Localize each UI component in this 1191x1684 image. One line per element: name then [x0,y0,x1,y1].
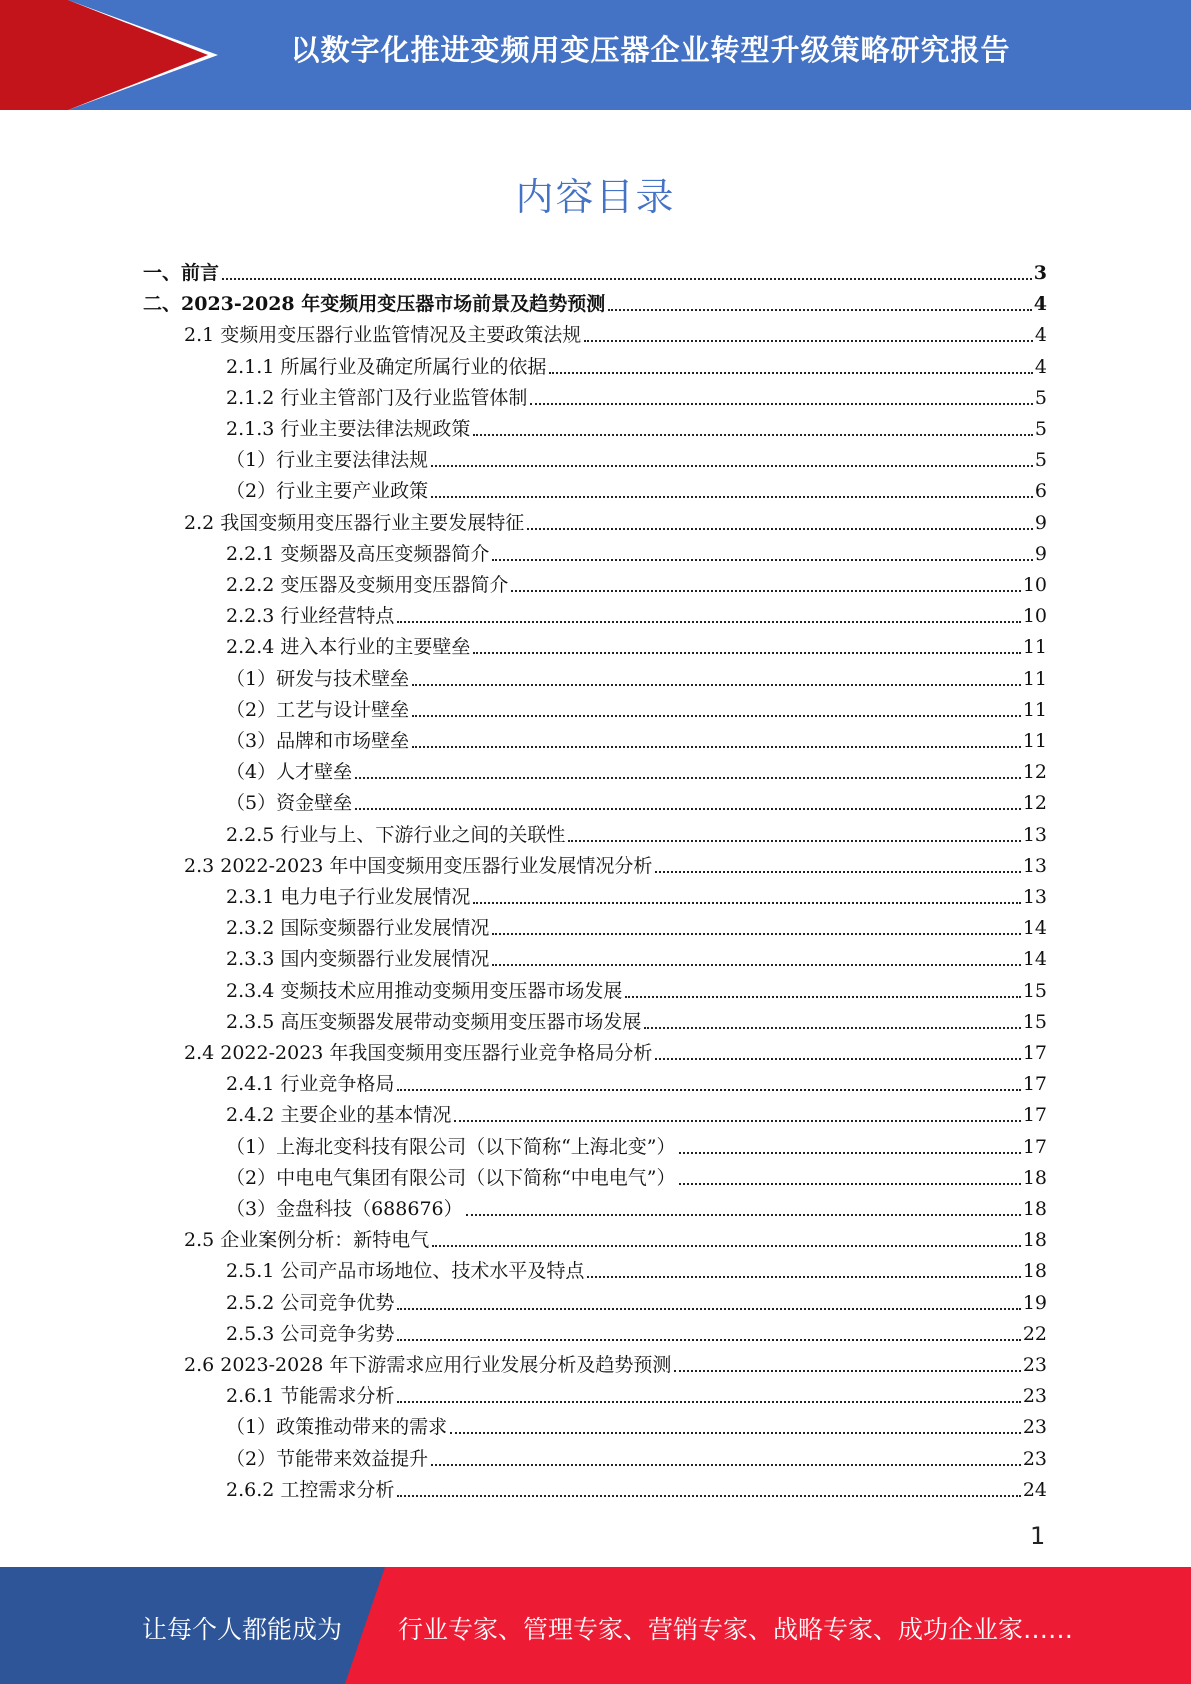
toc-dot-leader [644,1027,1020,1029]
toc-dot-leader [412,746,1021,748]
toc-entry-title: （1）政策推动带来的需求 [226,1416,448,1439]
toc-dot-leader [222,278,1032,280]
toc-entry-page: 12 [1022,761,1047,784]
toc-entry-title: 2.5.1 公司产品市场地位、技术水平及特点 [226,1260,585,1283]
toc-entry-title: 2.6.2 工控需求分析 [226,1478,395,1501]
toc-entry[interactable] [0,627,1191,658]
toc-entry[interactable] [0,534,1191,565]
toc-entry-page: 10 [1022,605,1047,628]
toc-entry-page: 11 [1022,698,1047,721]
toc-entry-title: 2.3.4 变频技术应用推动变频用变压器市场发展 [226,979,623,1002]
toc-entry[interactable] [0,752,1191,783]
toc-dot-leader [655,871,1020,873]
toc-entry-page: 13 [1022,886,1047,908]
toc-dot-leader [608,309,1032,311]
footer-slogan-left: 让每个人都能成为 [142,1615,343,1644]
toc-entry-title: （3）品牌和市场壁垒 [226,730,410,752]
toc-entry-title: 2.1.1 所属行业及确定所属行业的依据 [226,355,547,378]
toc-entry[interactable] [0,471,1191,502]
toc-entry[interactable] [0,1002,1191,1033]
toc-entry-page: 5 [1034,386,1047,409]
toc-dot-leader [587,1276,1020,1278]
toc-dot-leader [679,1183,1021,1185]
toc-entry[interactable] [0,565,1191,596]
toc-entry[interactable] [0,659,1191,690]
toc-dot-leader [431,465,1033,467]
toc-dot-leader [450,1432,1021,1434]
toc-entry-page: 18 [1022,1229,1047,1252]
toc-entry-page: 17 [1022,1042,1047,1064]
toc-entry-page: 23 [1022,1416,1047,1439]
toc-entry-page: 14 [1022,948,1047,971]
toc-dot-leader [397,1308,1020,1310]
page-footer-banner [0,1567,1191,1684]
toc-entry-title: 2.1 变频用变压器行业监管情况及主要政策法规 [184,324,582,347]
toc-entry-page: 23 [1022,1354,1047,1376]
toc-entry-page: 15 [1022,979,1047,1002]
toc-dot-leader [431,1464,1021,1466]
toc-entry[interactable] [0,1407,1191,1438]
toc-entry-title: 2.5.2 公司竞争优势 [226,1291,395,1314]
toc-entry[interactable] [0,815,1191,846]
toc-entry[interactable] [0,1158,1191,1189]
toc-dot-leader [655,1058,1020,1060]
toc-entry[interactable] [0,877,1191,908]
toc-entry-title: 2.4 2022-2023 年我国变频用变压器行业竞争格局分析 [184,1042,653,1064]
toc-entry-page: 18 [1022,1260,1047,1283]
toc-dot-leader [625,996,1020,998]
toc-entry-title: 2.5 企业案例分析：新特电气 [184,1229,430,1252]
toc-entry[interactable] [0,315,1191,346]
toc-entry-page: 12 [1022,792,1047,815]
toc-entry-page: 4 [1033,293,1047,316]
toc-entry-title: 2.3.2 国际变频器行业发展情况 [226,917,490,940]
toc-entry[interactable] [0,1439,1191,1470]
toc-entry[interactable] [0,503,1191,534]
toc-dot-leader [412,715,1021,717]
toc-entry-page: 9 [1034,511,1047,534]
toc-entry-page: 10 [1022,574,1047,596]
toc-entry-page: 11 [1022,730,1047,752]
toc-entry-title: （1）上海北变科技有限公司（以下简称“上海北变”） [226,1135,676,1158]
toc-entry-title: 2.2.2 变压器及变频用变压器简介 [226,574,509,596]
toc-dot-leader [473,902,1020,904]
toc-entry[interactable] [0,1189,1191,1220]
toc-entry-page: 4 [1034,355,1047,378]
toc-entry-title: 2.2.5 行业与上、下游行业之间的关联性 [226,823,566,846]
toc-entry-page: 3 [1033,262,1047,284]
toc-entry-page: 11 [1022,667,1047,690]
toc-dot-leader [584,340,1033,342]
toc-dot-leader [568,840,1020,842]
toc-entry-page: 18 [1022,1166,1047,1189]
toc-entry-title: 2.1.3 行业主要法律法规政策 [226,418,471,440]
toc-entry-title: 2.2.3 行业经营特点 [226,605,395,628]
toc-entry-page: 22 [1022,1322,1047,1345]
toc-entry-page: 6 [1034,480,1047,503]
toc-entry-page: 18 [1022,1198,1047,1220]
toc-entry-page: 13 [1022,823,1047,846]
toc-entry-title: （5）资金壁垒 [226,792,353,815]
toc-entry-title: 2.3 2022-2023 年中国变频用变压器行业发展情况分析 [184,854,653,877]
toc-dot-leader [511,590,1020,592]
toc-entry-page: 9 [1034,542,1047,565]
toc-entry-title: 2.6.1 节能需求分析 [226,1385,395,1408]
toc-entry[interactable] [0,690,1191,721]
toc-entry-page: 11 [1022,636,1047,659]
toc-entry-page: 17 [1022,1104,1047,1127]
toc-entry-title: （4）人才壁垒 [226,761,353,784]
page-header-banner [0,0,1191,110]
toc-dot-leader [431,496,1033,498]
toc-entry-title: 2.2 我国变频用变压器行业主要发展特征 [184,511,525,534]
toc-entry-page: 23 [1022,1447,1047,1470]
toc-entry[interactable] [0,1345,1191,1376]
toc-entry-page: 17 [1022,1073,1047,1096]
toc-entry-title: 2.1.2 行业主管部门及行业监管体制 [226,386,528,409]
toc-entry[interactable] [0,721,1191,752]
toc-dot-leader [492,964,1020,966]
report-title: 以数字化推进变频用变压器企业转型升级策略研究报告 [290,33,1011,67]
toc-entry-page: 23 [1022,1385,1047,1408]
toc-entry[interactable] [0,1376,1191,1407]
toc-dot-leader [530,403,1033,405]
toc-entry-title: （1）行业主要法律法规 [226,449,429,472]
toc-entry-title: 二、2023-2028 年变频用变压器市场前景及趋势预测 [143,293,606,316]
toc-entry[interactable] [0,347,1191,378]
toc-entry-title: 2.3.5 高压变频器发展带动变频用变压器市场发展 [226,1010,642,1033]
toc-entry-page: 5 [1034,418,1047,440]
toc-entry[interactable] [0,939,1191,970]
toc-entry[interactable] [0,1251,1191,1282]
toc-entry-title: （2）行业主要产业政策 [226,480,429,503]
toc-entry[interactable] [0,1127,1191,1158]
toc-dot-leader [492,933,1020,935]
toc-entry-title: 2.2.4 进入本行业的主要壁垒 [226,636,471,659]
toc-entry-page: 19 [1022,1291,1047,1314]
toc-dot-leader [674,1370,1020,1372]
toc-entry-page: 17 [1022,1135,1047,1158]
toc-entry[interactable] [0,596,1191,627]
toc-dot-leader [466,1214,1021,1216]
toc-dot-leader [549,372,1033,374]
toc-entry-title: （2）节能带来效益提升 [226,1447,429,1470]
toc-dot-leader [412,684,1021,686]
toc-dot-leader [355,808,1021,810]
toc-entry-page: 13 [1022,854,1047,877]
toc-heading: 内容目录 [515,175,676,219]
toc-entry-title: 2.4.2 主要企业的基本情况 [226,1104,452,1127]
toc-dot-leader [679,1152,1021,1154]
toc-entry-title: 2.3.1 电力电子行业发展情况 [226,886,471,908]
toc-entry-title: （1）研发与技术壁垒 [226,667,410,690]
toc-entry[interactable] [0,1220,1191,1251]
toc-entry[interactable] [0,1033,1191,1064]
toc-dot-leader [473,434,1033,436]
toc-entry[interactable] [0,846,1191,877]
toc-entry-title: （3）金盘科技（688676） [226,1198,463,1220]
toc-dot-leader [454,1120,1020,1122]
toc-entry[interactable] [0,783,1191,814]
header-red-block [0,0,68,110]
toc-entry[interactable] [0,378,1191,409]
toc-dot-leader [397,1089,1020,1091]
footer-slogan-right: 行业专家、管理专家、营销专家、战略专家、成功企业家…… [398,1615,1074,1644]
toc-entry-page: 4 [1034,324,1047,347]
toc-dot-leader [397,621,1020,623]
toc-entry-page: 5 [1034,449,1047,472]
toc-entry[interactable] [0,1314,1191,1345]
toc-entry[interactable] [0,1095,1191,1126]
toc-dot-leader [355,777,1021,779]
toc-entry[interactable] [0,440,1191,471]
toc-entry-page: 24 [1022,1478,1047,1501]
toc-entry-title: 2.2.1 变频器及高压变频器简介 [226,542,490,565]
toc-entry[interactable] [0,1470,1191,1501]
toc-entry-title: （2）中电电气集团有限公司（以下简称“中电电气”） [226,1166,676,1189]
toc-dot-leader [397,1339,1020,1341]
toc-entry-page: 14 [1022,917,1047,940]
toc-entry[interactable] [0,409,1191,440]
toc-dot-leader [473,652,1020,654]
toc-entry-title: 2.4.1 行业竞争格局 [226,1073,395,1096]
toc-entry-title: 2.5.3 公司竞争劣势 [226,1322,395,1345]
toc-entry-title: 一、前言 [143,262,220,284]
toc-dot-leader [527,528,1033,530]
toc-dot-leader [397,1401,1020,1403]
toc-entry-title: 2.3.3 国内变频器行业发展情况 [226,948,490,971]
toc-entry[interactable] [0,1064,1191,1095]
toc-entry-title: （2）工艺与设计壁垒 [226,698,410,721]
toc-entry-page: 15 [1022,1010,1047,1033]
toc-dot-leader [432,1245,1021,1247]
toc-dot-leader [397,1495,1020,1497]
toc-entry[interactable] [0,1283,1191,1314]
page-number: 1 [1030,1522,1046,1550]
toc-entry[interactable] [0,284,1191,315]
toc-entry[interactable] [0,971,1191,1002]
toc-entry[interactable] [0,908,1191,939]
toc-entry[interactable] [0,253,1191,284]
toc-dot-leader [492,559,1033,561]
toc-entry-title: 2.6 2023-2028 年下游需求应用行业发展分析及趋势预测 [184,1354,672,1376]
